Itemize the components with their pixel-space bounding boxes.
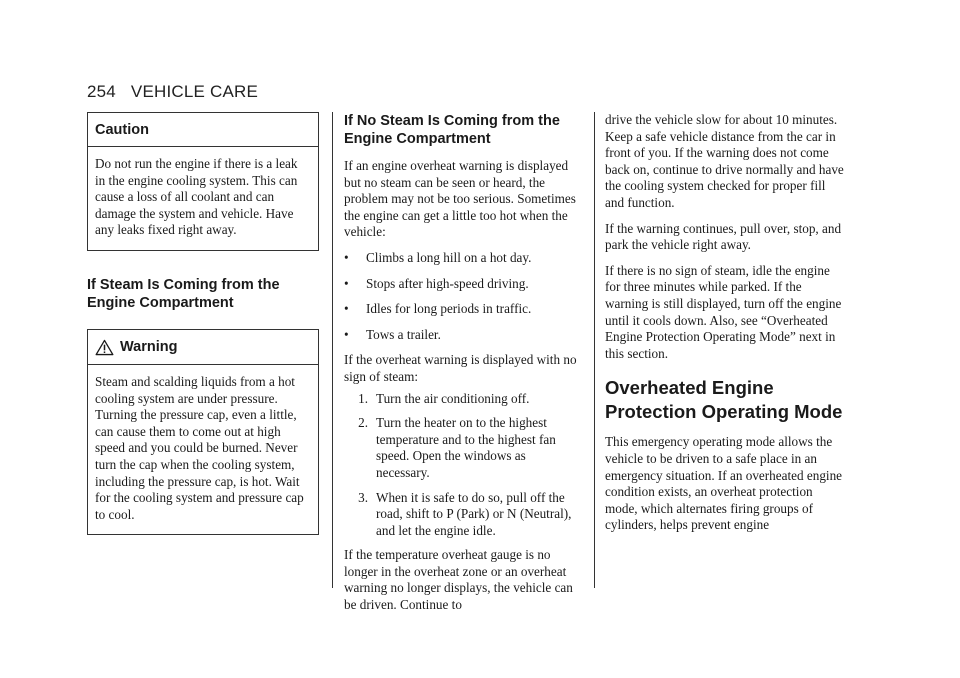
column-divider [332,112,333,588]
page-header [87,82,258,102]
no-steam-intro: If an engine overheat warning is displayed but no steam can be seen or heard, the problem may not be too serious. Sometimes the engine can get a little too hot when the vehicle: [344,158,576,240]
section-title: VEHICLE CARE [130,82,259,101]
list-item: • Idles for long periods in traffic. [344,301,532,317]
list-item: 2. Turn the heater on to the highest temperature and to the highest fan speed. Open the windows as necessary. [358,415,556,480]
list-item: 3. When it is safe to do so, pull off the road, shift to P (Park) or N (Neutral), and let the engine idle. [358,489,572,538]
page-number: 254 [87,82,116,101]
steam-heading: If Steam Is Coming from the Engine Compartment [87,276,280,311]
warning-box [87,329,319,535]
column-2 [344,112,580,623]
column-divider [594,112,595,588]
warning-title: Warning [120,339,178,356]
paragraph: If there is no sign of steam, idle the engine for three minutes while parked. If the warning is still displayed, turn off the engine until it cools down. Also, see “Overheated Engine Protection Operating Mode” next in this section. [605,262,842,361]
paragraph: If the warning continues, pull over, stop, and park the vehicle right away. [605,220,842,253]
steps-intro: If the overheat warning is displayed with no sign of steam: [344,352,577,384]
warning-text: Steam and scalding liquids from a hot cooling system are under pressure. Turning the pressure cap, even a little, can cause them to come out at high speed and you could be burned. Never turn the cap when the cooling system, including the pressure cap, is hot. Wait for the cooling system and pressure cap to cool. [95,373,304,522]
caution-text: Do not run the engine if there is a leak in the engine cooling system. This can cause a loss of all coolant and can damage the system and vehicle. Have any leaks fixed right away. [95,156,298,238]
list-item: • Stops after high-speed driving. [344,275,529,291]
list-item: 1. Turn the air conditioning off. [358,390,530,406]
list-item: • Tows a trailer. [344,326,441,342]
caution-box [87,112,319,251]
after-steps-text: If the temperature overheat gauge is no longer in the overheat zone or an overheat warning no longer displays, the vehicle can be driven. Continue to [344,547,573,613]
paragraph: drive the vehicle slow for about 10 minutes. Keep a safe vehicle distance from the car in front of you. If the warning does not come back on, continue to drive normally and have the cooling system checked for proper fill and function. [605,112,844,210]
no-steam-heading: If No Steam Is Coming from the Engine Compartment [344,113,560,147]
caution-title: Caution [88,113,318,147]
warning-triangle-icon [95,339,114,356]
protection-mode-heading: Overheated Engine Protection Operating Mode [605,377,843,423]
list-item: • Climbs a long hill on a hot day. [344,249,532,265]
paragraph: This emergency operating mode allows the vehicle to be driven to a safe place in an emergency situation. If an overheated engine condition exists, an overheat protection mode, which alternates firing groups of cylinders, helps prevent engine [605,434,843,533]
column-3 [605,112,845,543]
column-1 [87,112,319,535]
